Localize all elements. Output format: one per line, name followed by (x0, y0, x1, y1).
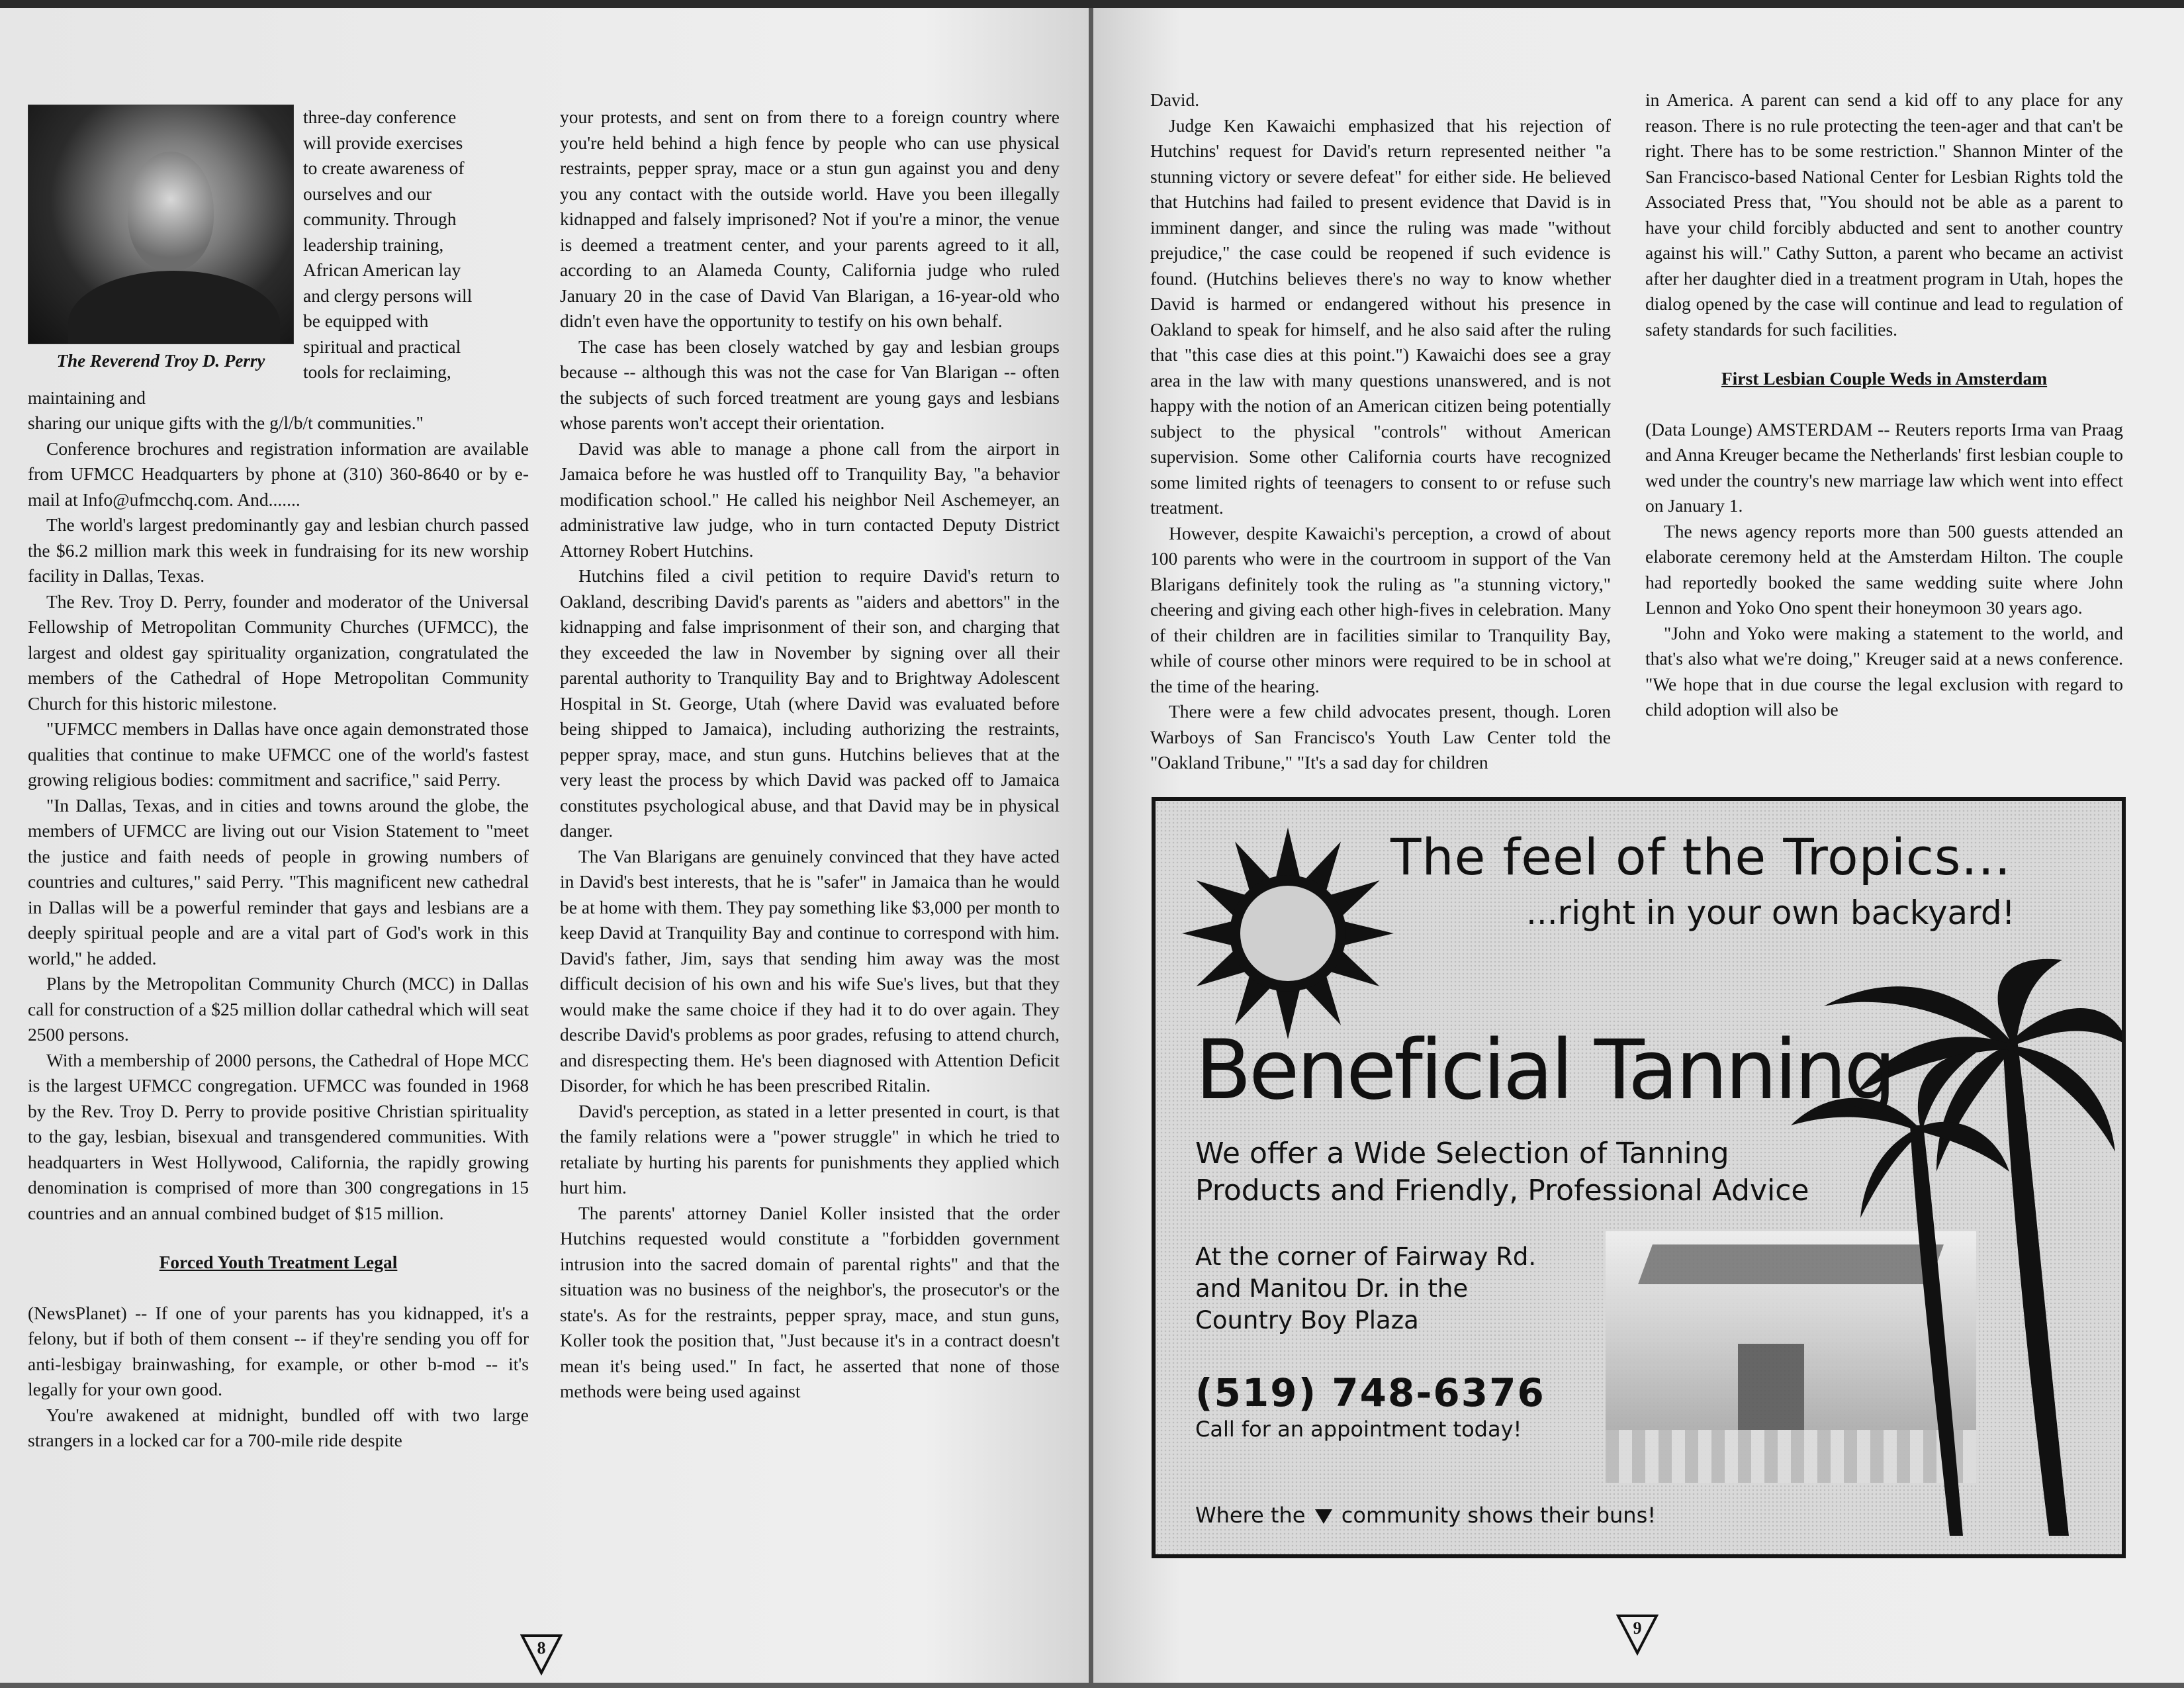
left-page (0, 8, 1089, 1683)
article-paragraph: With a membership of 2000 persons, the Cathedral of Hope MCC is the largest UFMCC congregation. UFMCC was founded in 1968 by the Rev. Troy D. Perry to provide positive Christian spirituality to the gay, lesbian, bisexual and transgendered communities. With headquarters in West Hollywood, California, the rapidly growing denomination is comprised of more than 300 congregations in 15 countries and an annual combined budget of $15 million. (28, 1049, 529, 1223)
article-paragraph: Judge Ken Kawaichi emphasized that his rejection of Hutchins' request for David's return represented neither "a stunning victory or severe defeat" for either side. He believed that Hutchins had failed to present evidence that David is in imminent danger, and since the ruling was made "without prejudice," the case could be reopened if such evidence is found. (Hutchins believes there's no way to know whether David is harmed or endangered without his presence in Oakland to speak for himself, and he also said after the ruling that "this case dies at this point.") Kawaichi does see a gray area in the law with many questions unanswered, and is not happy with the notion of an American citizen being potentially subject to the physical "controls" without American supervision. Some other California courts have recognized some limited rights of teenagers to consent to or refuse such treatment. (1150, 115, 1611, 518)
article-paragraph: The parents' attorney Daniel Koller insisted that the order Hutchins requested would constitute a "forbidden government intrusion into the sacred domain of parental rights" and that the situation was no business of the neighbor's, the prosecutor's or the state's. As for the restraints, pepper spray, mace, and stun guns, Koller took the position that, "Just because it's in a contract doesn't mean it's being used." In fact, he asserted that none of those methods were being used against (560, 1202, 1060, 1401)
article-heading: First Lesbian Couple Weds in Amsterdam (1721, 368, 2048, 389)
text-line: to create awareness of (303, 158, 465, 178)
right-column-2 (1645, 87, 2123, 723)
ad-tagline (1195, 1503, 1656, 1528)
article-paragraph: sharing our unique gifts with the g/l/b/t communities." (28, 412, 424, 433)
tanning-advertisement (1152, 797, 2126, 1558)
article-paragraph: David's perception, as stated in a letter presented in court, is that the family relations were a "power struggle" in which he tried to retaliate by hurting his parents for punishments they applied which hurt him. (560, 1100, 1060, 1197)
photo-caption: The Reverend Troy D. Perry (56, 351, 265, 371)
ad-call-to-action: Call for an appointment today! (1195, 1417, 1522, 1442)
scan-top-edge (0, 0, 2184, 8)
article-paragraph: David. (1150, 89, 1200, 110)
article-paragraph: Plans by the Metropolitan Community Church (MCC) in Dallas call for construction of a $25 million dollar cathedral which will seat 2500 persons. (28, 973, 529, 1045)
text-line: be equipped with (303, 310, 429, 331)
left-column-1 (28, 105, 529, 1454)
article-heading: Forced Youth Treatment Legal (159, 1252, 398, 1272)
article-paragraph: "In Dallas, Texas, and in cities and towns around the globe, the members of UFMCC are living out our Vision Statement to "meet the justice and faith needs of people in growing numbers of countries and cultures," said Perry. "This magnificent new cathedral in Dallas will be a powerful reminder that gays and lesbians are a deeply spiritual people and are a vital part of God's work in this world," he added. (28, 794, 529, 968)
page-number-right (1616, 1613, 1659, 1656)
article-paragraph: David was able to manage a phone call from the airport in Jamaica before he was hustled off to Tranquility Bay, "a behavior modification school." He called his neighbor Neil Aschemeyer, an administrative law judge, who in turn contacted Deputy District Attorney Robert Hutchins. (560, 438, 1060, 561)
article-paragraph: There were a few child advocates present, though. Loren Warboys of San Francisco's Youth Law Center told the "Oakland Tribune," "It's a sad day for children (1150, 701, 1611, 773)
text-line: leadership training, (303, 234, 444, 255)
right-column-1 (1150, 87, 1611, 776)
page-number-left (520, 1633, 563, 1675)
article-paragraph: However, despite Kawaichi's perception, a crowd of about 100 parents who were in the courtroom in support of the Van Blarigans definitely took the ruling as "a stunning victory," cheering and giving each other high-fives in celebration. Many of their children are in facilities similar to Tranquility Bay, while of course other minors were required to be in school at the time of the hearing. (1150, 522, 1611, 696)
text-line: will provide exercises (303, 132, 463, 153)
article-paragraph: Hutchins filed a civil petition to require David's return to Oakland, describing David's parents as "aiders and abettors" in the kidnapping and false imprisonment of their son, and charging that they exceeded the law in November by signing over all their parental authority to Tranquility Bay and to Brightway Adolescent Hospital in St. George, Utah (where David was evaluated before being shipped to Jamaica), including authorizing the restraints, pepper spray, mace, and stun guns. Hutchins believes that at the very least the process by which David was packed off to Jamaica constitutes psychological abuse, and that David may be in physical danger. (560, 565, 1060, 841)
article-paragraph: The Rev. Troy D. Perry, founder and moderator of the Universal Fellowship of Metropolitan Community Churches (UFMCC), the largest and oldest gay spirituality organization, congratulated the members of the Cathedral of Hope Metropolitan Community Church for this historic milestone. (28, 590, 529, 714)
page-number-text: 8 (537, 1638, 546, 1658)
text-line: three-day conference (303, 107, 457, 127)
article-paragraph: You're awakened at midnight, bundled off with two large strangers in a locked car for a 700-mile ride despite (28, 1404, 529, 1450)
ad-address (1195, 1241, 1536, 1336)
text-line: maintaining and (28, 387, 146, 408)
ad-headline: The feel of the Tropics... (1390, 827, 2011, 886)
ad-brand-name: Beneficial Tanning (1195, 1023, 1893, 1118)
address-line: and Manitou Dr. in the (1195, 1274, 1469, 1303)
tagline-text: community shows their buns! (1341, 1503, 1657, 1528)
portrait-image (28, 105, 294, 344)
ad-phone: (519) 748-6376 (1195, 1370, 1545, 1415)
text-line: and clergy persons will (303, 285, 473, 306)
address-line: At the corner of Fairway Rd. (1195, 1243, 1537, 1271)
address-line: Country Boy Plaza (1195, 1306, 1419, 1335)
article-paragraph: in America. A parent can send a kid off to any place for any reason. There is no rule protecting the teen-ager and that can't be right. There has to be some restriction." Shannon Minter of the San Francisco-based National Center for Lesbian Rights told the Associated Press that, "You should not be able as a parent to have your child forcibly abducted and sent to another country against his will." Cathy Sutton, a parent who became an activist after her daughter died in a treatment program in Utah, hopes the dialog opened by the case will continue and lead to regulation of safety standards for such facilities. (1645, 89, 2123, 340)
ad-subheadline: ...right in your own backyard! (1526, 894, 2015, 932)
portrait-photo (28, 105, 294, 374)
text-line: community. Through (303, 209, 457, 229)
tagline-text: Where the (1195, 1503, 1306, 1528)
article-paragraph: Conference brochures and registration information are available from UFMCC Headquarters by phone at (310) 360-8640 or by e-mail at Info@ufmcchq.com. And....... (28, 438, 529, 510)
text-line: African American lay (303, 259, 461, 280)
article-paragraph: "UFMCC members in Dallas have once again demonstrated those qualities that continue to make UFMCC one of the world's fastest growing religious bodies: commitment and sacrifice," said Perry. (28, 718, 529, 790)
article-paragraph: "John and Yoko were making a statement to the world, and that's also what we're doing," Kreuger said at a news conference. "We hope that in due course the legal exclusion with regard to child adoption will also be (1645, 622, 2123, 720)
sun-icon (1175, 821, 1400, 1046)
article-paragraph: The world's largest predominantly gay and lesbian church passed the $6.2 million mark this week in fundraising for its new worship facility in Dallas, Texas. (28, 514, 529, 586)
article-paragraph: your protests, and sent on from there to a foreign country where you're held behind a high fence by people who can use physical restraints, pepper spray, mace or a stun gun against you and deny you any contact with the outside world. Have you been illegally kidnapped and falsely imprisoned? Not if you're a minor, the venue is deemed a treatment center, and your parents agreed to it all, according to an Alameda County, California judge who ruled January 20 in the case of David Van Blarigan, a 16-year-old who didn't even have the opportunity to testify on his own behalf. (560, 107, 1060, 331)
article-paragraph: The news agency reports more than 500 guests attended an elaborate ceremony held at the Amsterdam Hilton. The couple had reportedly booked the same wedding suite where John Lennon and Yoko Ono spent their honeymoon 30 years ago. (1645, 520, 2123, 618)
article-paragraph: The case has been closely watched by gay and lesbian groups because -- although this was not the case for Van Blarigan -- often the subjects of such forced treatment are young gays and lesbians whose parents won't accept their orientation. (560, 336, 1060, 433)
page-number-text: 9 (1633, 1618, 1642, 1638)
article-paragraph: The Van Blarigans are genuinely convinced that they have acted in David's best interests, that he is "safer" in Jamaica than he would be at home with them. They pay something like $3,000 per month to keep David at Tranquility Bay and continue to correspond with him. David's father, Jim, says that sending him away was the most difficult decision of his own and his wife Sue's lives, but that they would make the same choice if they had it to do over again. They describe David's problems as poor grades, refusing to attend church, and disrespecting them. He's been diagnosed with Attention Deficit Disorder, for which he has been prescribed Ritalin. (560, 845, 1060, 1096)
text-line: spiritual and practical (303, 336, 461, 357)
text-line: ourselves and our (303, 183, 432, 204)
article-paragraph: (NewsPlanet) -- If one of your parents has you kidnapped, it's a felony, but if both of them consent -- if they're sending you off for anti-lesbigay brainwashing, for example, or other b-mod -- it's legally for your own good. (28, 1302, 529, 1399)
text-line: tools for reclaiming, (303, 361, 451, 382)
right-page (1093, 8, 2184, 1683)
article-paragraph: (Data Lounge) AMSTERDAM -- Reuters reports Irma van Praag and Anna Kreuger became the Netherlands' first lesbian couple to wed under the country's new marriage law which went into effect on January 1. (1645, 418, 2123, 516)
ad-offer (1195, 1135, 1809, 1209)
offer-line: We offer a Wide Selection of Tanning (1195, 1137, 1729, 1170)
triangle-icon (1315, 1509, 1332, 1524)
left-column-2 (560, 105, 1060, 1405)
offer-line: Products and Friendly, Professional Advice (1195, 1174, 1809, 1207)
